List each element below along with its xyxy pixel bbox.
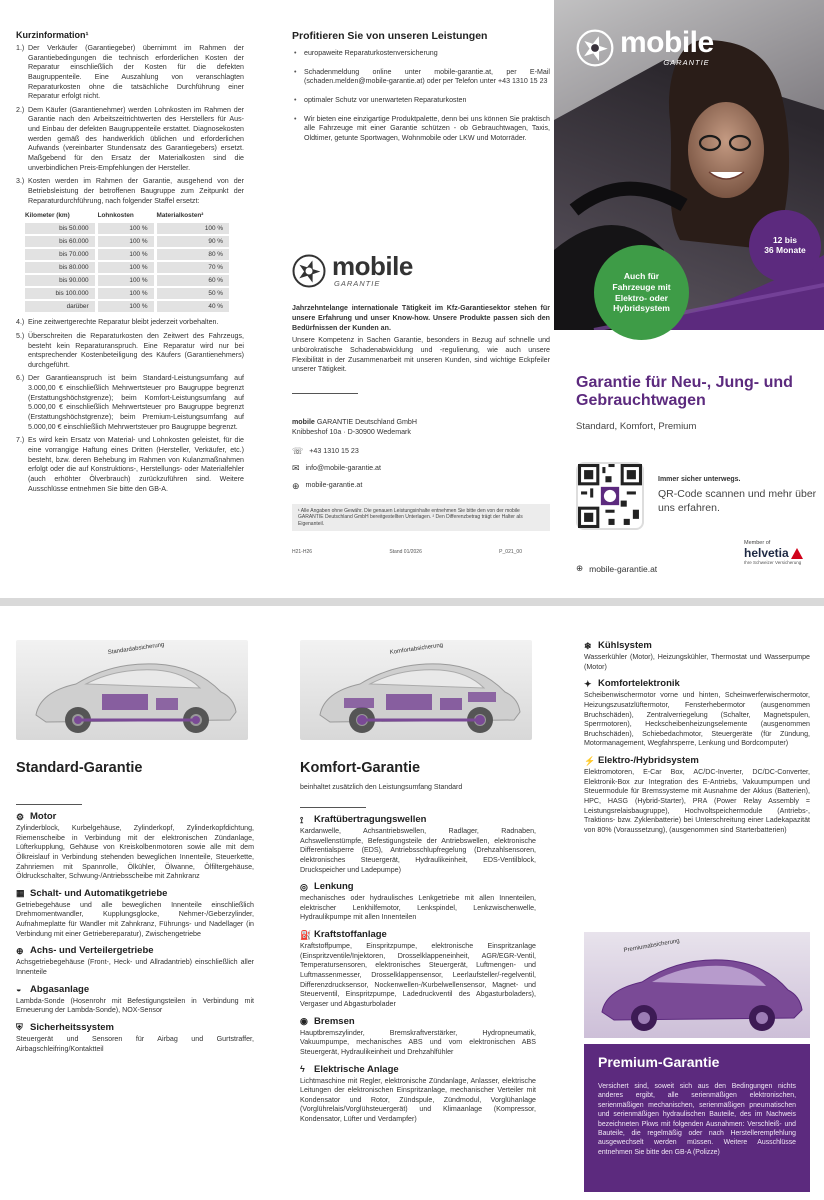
premium-car-image <box>584 932 810 1038</box>
cover-logo-wordmark: mobile <box>620 26 714 59</box>
premium-box <box>584 1044 810 1192</box>
table-cell: 90 % <box>157 236 229 247</box>
kurzinfo-item <box>16 332 244 371</box>
section-heading <box>300 814 536 825</box>
item-text: Dem Käufer (Garantienehmer) werden Lohnkosten im Rahmen der Garantie nach den Arbeitszeitrichtwerten des Herstellers für Aus- und Einbau der defekten Baugruppenteile erstattet. Diagnosekosten werden gemäß des handwerklich üblichen und erforderlichen Aufwands (vereinbarter Stundensatz des Garantiegebers) ersetzt. Maßgebend für den Ersatz der Materialkosten sind die unverbindlichen Preis-Empfehlungen der Hersteller. <box>28 105 244 172</box>
table-cell: bis 70.000 <box>25 249 95 260</box>
section-text: Zylinderblock, Kurbelgehäuse, Zylinderkopf, Zylinderkopfdichtung, Riemenscheibe in Verbindung mit der elektronischen Zündanlage, Lüfterkupplung, Gehäuse von Kreiskolbenmotoren sowie alle mit dem Ölkreislauf in Verbindung stehenden beweglichen Innenteile, Steuerkette, Zahnriemen mit Spannrolle, Ölkühler, Ölwanne, Ölfiltergehäuse, Öldruckschalter, Schwung-/Antriebsscheibe mit Zahnkranz <box>16 824 254 881</box>
standard-title: Standard-Garantie <box>16 760 143 776</box>
kurzinfo-title: Kurzinformation¹ <box>16 30 89 40</box>
brochure-inside <box>0 606 824 1200</box>
right-sections <box>584 640 810 836</box>
table-header: Lohnkosten <box>97 212 134 220</box>
phone-icon: ☏ <box>292 446 304 457</box>
table-cell: 40 % <box>157 301 229 312</box>
section-title: Achs- und Verteilergetriebe <box>30 945 154 957</box>
table-cell: 100 % <box>98 262 154 273</box>
section-text: Kraftstoffpumpe, Einspritzpumpe, elektronische Einspritzanlage (Einspritzventile/Injektoren, Drosselklappeneinheit, AGR/EGR-Ventil, Temperatursensoren, elektronisches Steuergerät, Luftmengen- und Luftmassenmesser, Drosselklappensensor, Leerlaufsteller/-regelventil, Differenzdrucksensor, Nockenwellen-/Kurbelwellensensor, Magnet- und Steuerventil, Einspritzpumpe, Ladedruckventil des Abgasturboladers), Vergaser und Abgasturbolader <box>300 942 536 1008</box>
premium-car-drawing <box>584 932 810 1038</box>
list-item: • Schadenmeldung online unter mobile-garantie.at, per E-Mail (schaden.melden@mobile-garantie.at) oder per Telefon unter +43 1310 15 23 <box>292 68 550 87</box>
brochure-outside <box>0 0 824 598</box>
section-title: Schalt- und Automatikgetriebe <box>30 887 168 899</box>
kurzinfo-column <box>16 0 244 598</box>
item-number: 6.) <box>16 374 25 383</box>
item-number: 3.) <box>16 177 25 186</box>
section-title: Kraftstoffanlage <box>314 929 387 941</box>
coverage-section <box>300 814 536 875</box>
section-heading <box>300 929 536 940</box>
section-heading <box>300 1016 536 1027</box>
logo-wordmark: mobile <box>332 251 413 282</box>
table-row <box>25 301 229 312</box>
footnote: ¹ Alle Angaben ohne Gewähr. Die genauen Leistungsinhalte entnehmen Sie bitte den von der mobile GARANTIE Deutschland GmbH bereitgestellten Unterlagen. ² Den Differenzbetrag trägt der Halter als Eigenanteil. <box>292 504 550 532</box>
table-header: Materialkosten² <box>156 212 204 220</box>
kurzinfo-item <box>16 106 244 173</box>
section-text: mechanisches oder hydraulisches Lenkgetriebe mit allen Innenteilen, elektrischer Lenkhilfemotor, Lenkspindel, Lenkzwischenwelle, Hydraulikpumpe mit allen Innenteilen <box>300 894 536 922</box>
section-text: Scheibenwischermotor vorne und hinten, Scheinwerferwischermotor, Heizungszusatzlüftermotor, Fensterhebermotor (ausgenommen Bruchschäden), Zentralverriegelung (Schalter, Magnetspulen, Sperrmotoren), Heckscheibenheizungselemente (ausgenommen Bruchschäden), Schiebedachmotor, Steuergeräte (für Zündung, Motormanagement, Wegfahrsperre, Lenkung und Bordcomputer) <box>584 691 810 748</box>
section-heading <box>300 1064 536 1075</box>
section-text: Steuergerät und Sensoren für Airbag und Gurtstraffer, Airbagschleifring/Kontaktteil <box>16 1034 254 1053</box>
komfort-column <box>300 606 536 1200</box>
kurzinfo-list-2 <box>16 318 244 494</box>
coverage-section <box>584 755 810 835</box>
kurzinfo-item <box>16 318 244 328</box>
list-item: • optimaler Schutz vor unerwarteten Reparaturkosten <box>292 96 550 106</box>
item-text: Kosten werden im Rahmen der Garantie, ausgehend von der Betriebsleistung der betroffenen Baugruppe zum Zeitpunkt der Reparaturdurchführung, nach folgender Staffel ersetzt: <box>28 177 244 205</box>
section-heading <box>16 984 254 995</box>
section-heading <box>300 881 536 892</box>
contact-web[interactable]: ⊕ mobile-garantie.at <box>292 480 363 491</box>
coverage-section <box>16 984 254 1016</box>
axle-icon: ⊕ <box>16 945 24 956</box>
coverage-section <box>300 929 536 1009</box>
section-heading <box>16 945 254 956</box>
leistungen-list <box>292 49 550 143</box>
coverage-section <box>16 811 254 882</box>
section-text: Achsgetriebegehäuse (Front-, Heck- und Allradantrieb) einschließlich aller Innenteile <box>16 958 254 977</box>
section-title: Sicherheitssystem <box>30 1021 114 1033</box>
cover-logo-subtitle: GARANTIE <box>663 58 710 67</box>
section-text: Getriebegehäuse und alle beweglichen Innenteile einschließlich Drehmomentwandler, Kupplungsglocke, Nehmer-/Geberzylinder, Aufnahmeplatte für Wandler mit Zahnkranz, Führungs- und Nadellager (in Verbindung mit einer Getriebereparatur), Zwischengetriebe <box>16 900 254 938</box>
contact-phone[interactable]: ☏ +43 1310 15 23 <box>292 446 359 457</box>
cover-subtitle: Standard, Komfort, Premium <box>576 420 697 432</box>
section-title: Bremsen <box>314 1015 355 1027</box>
section-heading <box>584 678 810 689</box>
section-heading <box>16 1022 254 1033</box>
motor-icon: ⚙ <box>16 811 25 822</box>
item-number: 4.) <box>16 318 25 327</box>
standard-column <box>16 606 254 1200</box>
middle-column <box>292 0 550 598</box>
table-cell: 100 % <box>98 275 154 286</box>
cover-web-link[interactable]: ⊕ mobile-garantie.at <box>576 563 658 574</box>
komfort-car-drawing <box>300 640 532 740</box>
table-cell: 100 % <box>98 223 154 234</box>
table-cell: darüber <box>25 301 95 312</box>
section-text: Elektromotoren, E-Car Box, AC/DC-Inverter, DC/DC-Converter, Elektronik-Box zur Integration des E-Antriebs, Vakuumpumpen und Steuermodule für Bremssysteme mit Ausnahme der Akkus (Batterien), HPC, HASG (Hybrid-Starter), PRA (Power Relay Assembly = Leistungsrelaisbaugruppe), Hochvoltspeichermodule (Antriebs-, Traktions- bzw. Zyklenbatterie) bei Unterschreitung einer Ladekapazität von 80% (Voraussetzung), (ausgenommen sind Starterbatterien) <box>584 768 810 834</box>
table-row <box>25 249 229 260</box>
coverage-section <box>16 888 254 940</box>
table-cell: 100 % <box>98 288 154 299</box>
coverage-section <box>16 945 254 977</box>
section-heading <box>16 811 254 822</box>
table-cell: 50 % <box>157 288 229 299</box>
section-text: Hauptbremszylinder, Bremskraftverstärker, Hydropneumatik, Vakuumpumpe, mechanisches ABS und vom elektronischen ABS Steuergerät, Hydraulikeinheit und Drehzahlfühler <box>300 1028 536 1056</box>
item-number: 5.) <box>16 331 25 340</box>
table-cell: 70 % <box>157 262 229 273</box>
ev-icon: ⚡ <box>584 755 596 766</box>
item-text: Der Verkäufer (Garantiegeber) übernimmt im Rahmen der Garantiebedingungen die technisch erforderlichen Kosten der Reparatur einschließlich der Kosten für die defekten Baugruppenteile. Eine Auszahlung von veranschlagten Reparaturkosten ohne die tatsächliche Durchführung einer Reparatur erfolgt nicht. <box>28 44 244 101</box>
table-cell: 80 % <box>157 249 229 260</box>
comfort-electronics-icon: ✦ <box>584 678 592 689</box>
table-row <box>25 236 229 247</box>
kurzinfo-item <box>16 374 244 432</box>
contact-email[interactable]: ✉ info@mobile-garantie.at <box>292 463 381 474</box>
duration-badge: 12 bis 36 Monate <box>749 210 821 282</box>
item-number: 7.) <box>16 436 25 445</box>
list-item: • Wir bieten eine einzigartige Produktpalette, denn bei uns können Sie praktisch alle Fahrzeuge mit einer Garantie schützen - ob Gebrauchtwagen, Taxis, Oldtimer, getunte Sportwagen, Wohnmobile oder LKW und Motorräder. <box>292 115 550 144</box>
company-name: mobile GARANTIE Deutschland GmbH <box>292 417 417 426</box>
cover-column <box>554 0 824 598</box>
section-title: Kraftübertragungswellen <box>314 814 427 825</box>
table-row <box>25 288 229 299</box>
section-title: Abgasanlage <box>30 983 90 995</box>
komfort-car-image <box>300 640 532 740</box>
cost-scale-table <box>22 210 232 314</box>
globe-icon: ⊕ <box>576 563 584 573</box>
globe-icon: ⊕ <box>292 480 300 491</box>
section-title: Elektro-/Hybridsystem <box>598 755 699 767</box>
coverage-section <box>300 1016 536 1058</box>
item-number: 2.) <box>16 105 25 114</box>
exhaust-icon: ◒ <box>16 984 22 995</box>
mobile-logo <box>292 253 550 288</box>
list-item: • europaweite Reparaturkostenversicherung <box>292 49 550 59</box>
standard-car-drawing <box>16 640 248 740</box>
komfort-divider <box>300 807 366 808</box>
section-title: Komfortelektronik <box>598 678 680 690</box>
steering-icon: ◎ <box>300 881 308 892</box>
print-footer: H21-H26 Stand 01/2026 P_021_00 <box>292 549 522 556</box>
qr-caption: Immer sicher unterwegs. QR-Code scannen und mehr über uns erfahren. <box>658 476 817 514</box>
table-cell: 100 % <box>98 249 154 260</box>
section-title: Kühlsystem <box>598 640 652 651</box>
helvetia-triangle-icon <box>791 548 803 559</box>
section-title: Elektrische Anlage <box>314 1063 399 1075</box>
standard-sections <box>16 811 254 1054</box>
safety-icon: ⛨ <box>16 1022 23 1033</box>
table-cell: 100 % <box>157 223 229 234</box>
qr-code[interactable] <box>576 462 644 530</box>
item-text: Der Garantieanspruch ist beim Standard-Leistungsumfang auf 3.000,00 € einschließlich Mehrwertsteuer pro Baugruppe begrenzt (Erstattungshöchstgrenze); beim Komfort-Leistungsumfang auf 5.000,00 € einschließlich Mehrwertsteuer pro Baugruppe begrenzt (Erstattungshöchstgrenze); beim Premium-Leistungsumfang auf 5.000,00 € einschließlich Mehrwertsteuer pro Baugruppe begrenzt. <box>28 374 244 431</box>
section-title: Lenkung <box>314 881 354 893</box>
standard-divider <box>16 804 82 805</box>
premium-text: Versichert sind, soweit sich aus den Bedingungen nichts anderes ergibt, alle serienmäßigen elektronischen, serienmäßigen mechanischen, serienmäßigen pneumatischen und serienmäßigen hydraulischen Bauteile, des im Nachweis bezeichneten Pkws mit folgenden Ausnahmen: Verschleiß- und Bauteile, die regelmäßig oder nach Herstellerempfehlung ausgewechselt werden müssen. Weitere Ausschlüsse entnehmen Sie bitte den GB-A (Polizze) <box>598 1083 796 1156</box>
premium-image-label: Premiumabsicherung <box>623 938 681 954</box>
mobile-logo-icon <box>292 254 326 288</box>
table-row <box>25 262 229 273</box>
kurzinfo-item <box>16 177 244 206</box>
table-cell: bis 100.000 <box>25 288 95 299</box>
cover-headline <box>576 374 806 432</box>
item-text: Es wird kein Ersatz von Material- und Lohnkosten geleistet, für die eine vorrangige Haftung eines Dritten (Hersteller, Verkäufer, etc.) besteht, bzw. deren Behebung im Rahmen von Kulanzmaßnahmen erfolgt oder die auf Konstruktions-, Herstellungs- oder Materialfehler (auch erhöhter Ölverbrauch) zurückzuführen sind. Weitere Ausschlüsse entnehmen Sie bitte den GB-A. <box>28 436 244 493</box>
table-header: Kilometer (km) <box>25 212 70 220</box>
kurzinfo-item <box>16 44 244 102</box>
cover-logo-icon <box>576 29 614 67</box>
item-number: 1.) <box>16 44 25 52</box>
section-text: Lichtmaschine mit Regler, elektronische Zündanlage, Anlasser, elektrische Leitungen der elektronischen Einspritzanlage, mechanischer Verteiler mit Kondensator und Rotor, Zündspule, Zündmodul, Vorglühanlage (Vorglührelais/Vorglühsteuergerät) und Klimaanlage (Kompressor, Kondensator, Lüfter und Verdampfer) <box>300 1076 536 1124</box>
premium-title: Premium-Garantie <box>598 1054 720 1070</box>
komfort-sections <box>300 814 536 1125</box>
mail-icon: ✉ <box>292 463 300 474</box>
coverage-section <box>300 1064 536 1125</box>
qr-block <box>576 462 818 530</box>
table-cell: bis 60.000 <box>25 236 95 247</box>
standard-car-image <box>16 640 248 740</box>
table-cell: bis 90.000 <box>25 275 95 286</box>
komfort-subtitle: beinhaltet zusätzlich den Leistungsumfang Standard <box>300 784 463 791</box>
gearbox-icon: ▦ <box>16 888 25 899</box>
qr-pattern <box>578 464 642 528</box>
section-title: Motor <box>30 811 57 822</box>
cover-title: Garantie für Neu-, Jung- und Gebrauchtwagen <box>576 374 793 410</box>
helvetia-logo: Member of helvetia Ihre Schweizer Versicherung <box>744 540 802 565</box>
cover-logo <box>576 28 714 67</box>
electric-icon: ϟ <box>300 1064 305 1075</box>
komfort-title: Komfort-Garantie <box>300 760 421 776</box>
item-text: Überschreiten die Reparaturkosten den Zeitwert des Fahrzeugs, besteht kein Reparaturanspruch. Eine Reparatur wird nur bei entsprechender Kostenbeteiligung des Käufers (Garantienehmers) durchgeführt. <box>28 331 244 369</box>
brake-icon: ◉ <box>300 1016 308 1027</box>
drivetrain-icon: ⟟ <box>300 814 304 825</box>
table-cell: bis 50.000 <box>25 223 95 234</box>
table-cell: 60 % <box>157 275 229 286</box>
coverage-section <box>584 678 810 749</box>
kurzinfo-list <box>16 44 244 206</box>
leistungen-title: Profitieren Sie von unseren Leistungen <box>292 30 488 42</box>
section-heading <box>584 755 810 766</box>
logo-subtitle: GARANTIE <box>334 279 381 289</box>
coverage-section <box>584 640 810 672</box>
section-text: Lambda-Sonde (Hosenrohr mit Befestigungsteilen in Verbindung mit Erneuerung der Lambda-Sonde), NOX-Sensor <box>16 996 254 1015</box>
section-heading <box>584 640 810 651</box>
intro-text: Unsere Kompetenz in Sachen Garantie, besonders in Bezug auf schnelle und unbürokratische Schadenabwicklung und -regulierung, wie auch unsere Flexibilität in der Zusammenarbeit mit unseren Kunden, sind wichtige Eckpfeiler unserer Tätigkeit. <box>292 336 550 374</box>
coverage-section <box>300 881 536 923</box>
cooling-icon: ❄ <box>584 640 592 651</box>
standard-image-label: Standardabsicherung <box>107 642 165 656</box>
divider <box>292 393 358 394</box>
coverage-section <box>16 1022 254 1054</box>
section-text: Kardanwelle, Achsantriebswellen, Radlager, Radnaben, Achswellenstümpfe, Befestigungsteile der Antriebswellen, elektronische Differentialsperre (EDS), Antriebsschlupfregelung (Drehzahlsensoren, elektronisches Steuergerät, Hydraulikeinheit, EDS-Ventilblock, Druckspeicher und Ladepumpe) <box>300 827 536 874</box>
section-heading <box>16 888 254 899</box>
company-address: Knibbeshof 10a · D-30900 Wedemark <box>292 427 411 436</box>
table-cell: bis 80.000 <box>25 262 95 273</box>
section-text: Wasserkühler (Motor), Heizungskühler, Thermostat und Wasserpumpe (Motor) <box>584 653 810 671</box>
table-cell: 100 % <box>98 301 154 312</box>
intro-bold: Jahrzehntelange internationale Tätigkeit im Kfz-Garantiesektor stehen für unsere Erfahrung und unser Know-how. Unsere Produkte passen sich den Bedürfnissen der Kunden an. <box>292 304 550 332</box>
item-text: Eine zeitwertgerechte Reparatur bleibt jederzeit vorbehalten. <box>28 318 219 327</box>
table-row <box>25 223 229 234</box>
komfort-image-label: Komfortabsicherung <box>389 642 444 656</box>
table-row <box>25 275 229 286</box>
kurzinfo-item <box>16 436 244 494</box>
ev-badge: Auch für Fahrzeuge mit Elektro- oder Hybridsystem <box>594 245 689 340</box>
table-cell: 100 % <box>98 236 154 247</box>
fuel-icon: ⛽ <box>300 929 312 940</box>
